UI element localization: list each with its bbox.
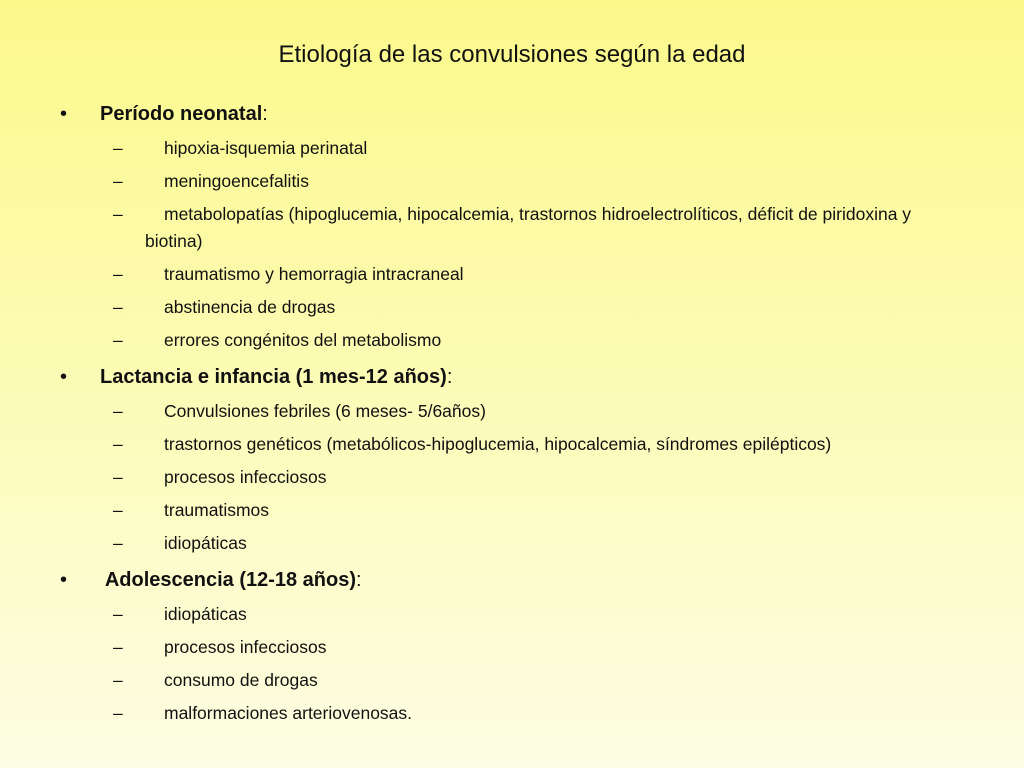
section-heading: Período neonatal [100, 103, 263, 125]
list-item: – idiopáticas [0, 530, 1024, 557]
dash-icon: – [113, 703, 123, 723]
dash-icon: – [113, 330, 123, 350]
list-item: – procesos infecciosos [0, 634, 1024, 661]
dash-icon: – [113, 171, 123, 191]
bullet-lactancia [0, 360, 1024, 394]
list-item: – trastornos genéticos (metabólicos-hipoglucemia, hipocalcemia, síndromes epilépticos) [0, 431, 1024, 458]
dash-icon: – [113, 467, 123, 487]
slide-content [0, 97, 1024, 733]
section-heading: Adolescencia (12-18 años) [100, 569, 357, 591]
section-heading: Lactancia e infancia (1 mes-12 años) [100, 366, 447, 388]
heading-colon: : [446, 366, 453, 388]
dash-icon: – [113, 604, 123, 624]
heading-colon: : [356, 569, 362, 591]
dash-icon: – [113, 264, 123, 284]
list-item: – procesos infecciosos [0, 464, 1024, 491]
bullet-adolescencia [0, 563, 1024, 597]
list-item: – errores congénitos del metabolismo [0, 327, 1024, 354]
list-item: – metabolopatías (hipoglucemia, hipocalcemia, trastornos hidroelectrolíticos, déficit de piridoxina y biotina) [0, 201, 1024, 255]
list-item: – traumatismo y hemorragia intracraneal [0, 261, 1024, 288]
dash-icon: – [113, 533, 123, 553]
dash-icon: – [113, 401, 123, 421]
bullet-neonatal [0, 97, 1024, 131]
list-item: – consumo de drogas [0, 667, 1024, 694]
dash-icon: – [113, 637, 123, 657]
bullet-icon: • [60, 569, 68, 591]
dash-icon: – [113, 297, 123, 317]
list-item: – idiopáticas [0, 601, 1024, 628]
dash-icon: – [113, 500, 123, 520]
list-item: – hipoxia-isquemia perinatal [0, 135, 1024, 162]
list-item: – traumatismos [0, 497, 1024, 524]
bullet-icon: • [60, 366, 68, 388]
slide-title: Etiología de las convulsiones según la edad [278, 41, 746, 68]
list-item: – meningoencefalitis [0, 168, 1024, 195]
list-item: – abstinencia de drogas [0, 294, 1024, 321]
dash-icon: – [113, 434, 123, 454]
bullet-icon: • [60, 103, 68, 125]
dash-icon: – [113, 204, 123, 224]
list-item: – malformaciones arteriovenosas. [0, 700, 1024, 727]
dash-icon: – [113, 138, 123, 158]
heading-colon: : [262, 103, 268, 125]
list-item: – Convulsiones febriles (6 meses- 5/6años) [0, 398, 1024, 425]
dash-icon: – [113, 670, 123, 690]
